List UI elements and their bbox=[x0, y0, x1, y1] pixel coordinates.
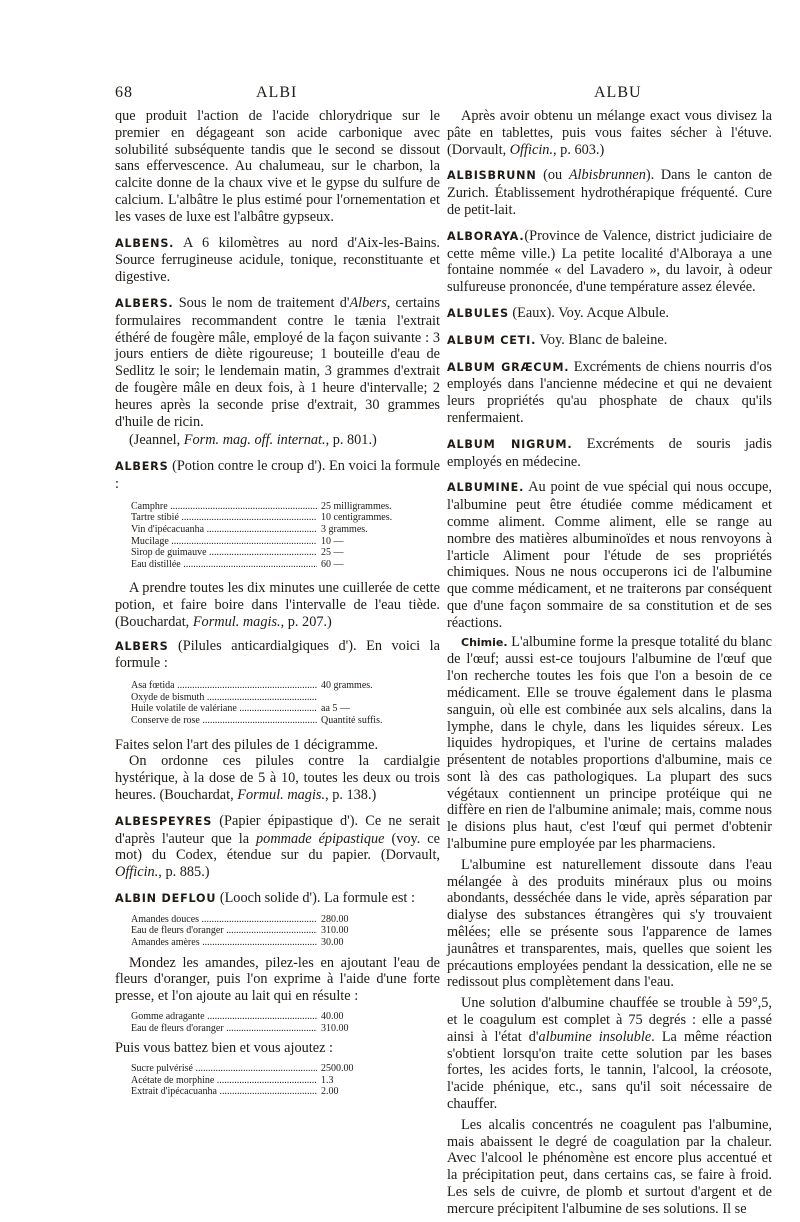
headword: ALBENS. bbox=[115, 236, 175, 250]
ingredient: Camphre ..... bbox=[131, 501, 317, 513]
quantity: 60 — bbox=[321, 558, 344, 570]
left-column bbox=[115, 108, 440, 1108]
ingredient: Eau de fleurs d'oranger ..... bbox=[131, 1023, 317, 1035]
ref-page: , p. 138.) bbox=[325, 787, 377, 804]
entry-albers-pilules bbox=[115, 638, 440, 673]
ref-title: Officin. bbox=[509, 141, 554, 158]
right-column bbox=[447, 108, 772, 1222]
formula-row bbox=[131, 559, 411, 571]
headword: ALBUM CETI. bbox=[447, 333, 537, 347]
ref-author: (Jeannel, bbox=[129, 432, 184, 449]
entry-albers-traitement bbox=[115, 295, 440, 430]
text: On ordonne ces pilules contre la cardialgie hystérique, à la dose de 5 à 10, toutes les deux ou trois heures. (Bouchardat, bbox=[115, 753, 440, 804]
ingredient: Extrait d'ipécacuanha ..... bbox=[131, 1086, 317, 1098]
italic-text: pommade épipastique bbox=[256, 830, 385, 847]
quantity: 25 — bbox=[321, 547, 344, 559]
quantity: 3 grammes. bbox=[321, 523, 368, 535]
formula-row bbox=[131, 692, 411, 704]
text: Une solution d'albumine chauffée se trouble à 59°,5, et le coagulum est complet à 75 degrés : elle a passé ainsi à l'état d' bbox=[447, 995, 772, 1045]
formula-row bbox=[131, 524, 411, 536]
ingredient: Asa fœtida ..... bbox=[131, 680, 317, 692]
entry-text: A 6 kilomètres au nord d'Aix-les-Bains. Source ferrugineuse acidule, tonique, reconstituante et digestive. bbox=[115, 234, 440, 286]
entry-text: Excréments de souris jadis employés en médecine. bbox=[447, 435, 772, 470]
ingredient: Oxyde de bismuth ..... bbox=[131, 692, 317, 704]
ref-page: , p. 207.) bbox=[280, 613, 332, 630]
headword: ALBERS bbox=[115, 460, 169, 474]
headword: ALBERS bbox=[115, 639, 169, 653]
headword: ALBIN DEFLOU bbox=[115, 892, 217, 906]
entry-text: Au point de vue spécial qui nous occupe, l'albumine peut être étudiée comme médicament et comme aliment. Comme aliment, elle se range au nombre des matières albuminoïdes et nous renvoyons à l'article Aliment pour l'étude de ses propriétés chimiques. Nous ne nous occuperons ici de l'albumine que comme médicament, et ne traiterons par conséquent que d'une façon sommaire de sa constitution et de ses réactions. bbox=[447, 479, 772, 631]
italic-text: Albisbrunnen bbox=[568, 167, 646, 184]
entry-text: (voy. ce mot) du Codex, étendue sur du papier. (Dorvault, bbox=[115, 830, 440, 864]
entry-text: Excréments de chiens nourris d'os employés dans l'ancienne médecine et qui ne devaient leurs propriétés qu'au phosphate de chaux qu'ils renfermaient. bbox=[447, 358, 772, 426]
paragraph bbox=[447, 995, 772, 1113]
ingredient: Conserve de rose ..... bbox=[131, 715, 317, 727]
instructions: Faites selon l'art des pilules de 1 décigramme. bbox=[115, 736, 379, 753]
entry-text: (Eaux). Voy. Acque Albule. bbox=[512, 304, 669, 321]
quantity: 310.00 bbox=[321, 1022, 349, 1034]
ingredient: Mucilage ..... bbox=[131, 536, 317, 548]
ingredient: Gomme adragante ..... bbox=[131, 1011, 317, 1023]
entry-text: Voy. Blanc de baleine. bbox=[539, 331, 668, 348]
formula-row bbox=[131, 937, 411, 949]
entry-text: , certains formulaires recommandent contre le tænia l'extrait éthéré de fougère mâle, employé de la façon suivante : 3 jours entiers de diète rigoureuse; 1 bouteille d'eau de Sedlitz le soir; le lendemain matin, 3 grammes d'extrait de fougère mâle en deux fois, à 1 heure d'intervalle; 2 heures après la seconde prise d'extrait, 30 grammes d'huile de ricin. bbox=[115, 294, 441, 430]
instructions bbox=[115, 580, 440, 630]
formula-potion bbox=[131, 501, 411, 571]
header-right-word: ALBU bbox=[594, 84, 642, 101]
ref-title: Officin. bbox=[115, 864, 159, 881]
ingredient: Eau de fleurs d'oranger ..... bbox=[131, 925, 317, 937]
formula-row bbox=[131, 703, 411, 715]
instructions: Puis vous battez bien et vous ajoutez : bbox=[115, 1040, 333, 1057]
quantity: 2.00 bbox=[321, 1086, 339, 1098]
entry-albespeyres bbox=[115, 813, 440, 881]
ingredient: Eau distillée ..... bbox=[131, 559, 317, 571]
ingredient: Vin d'ipécacuanha ..... bbox=[131, 524, 317, 536]
entry-text: ). Dans le canton de Zurich. Établissement hydrothérapique fréquenté. Cure de petit-lait. bbox=[447, 167, 772, 218]
formula-row bbox=[131, 501, 411, 513]
entry-album-graecum bbox=[447, 359, 772, 427]
headword: ALBERS. bbox=[115, 296, 174, 310]
entry-text: (Pilules anticardialgiques d'). En voici la formule : bbox=[115, 637, 440, 672]
section-chimie bbox=[447, 634, 772, 853]
italic-text: Albers bbox=[349, 294, 387, 311]
formula-row bbox=[131, 715, 411, 727]
formula-looch-1 bbox=[131, 914, 411, 949]
headword: ALBISBRUNN bbox=[447, 169, 537, 183]
quantity: 40.00 bbox=[321, 1011, 344, 1022]
quantity: aa 5 — bbox=[321, 703, 350, 715]
quantity: 1.3 bbox=[321, 1074, 334, 1086]
formula-row bbox=[131, 680, 411, 692]
quantity: 25 milligrammes. bbox=[321, 500, 392, 512]
quantity: Quantité suffis. bbox=[321, 715, 383, 727]
formula-row bbox=[131, 547, 411, 559]
quantity: 10 — bbox=[321, 535, 344, 547]
entry-albisbrunn bbox=[447, 167, 772, 218]
section-text: L'albumine forme la presque totalité du blanc de l'œuf; aussi est-ce toujours l'albumine de l'œuf que l'on recherche toutes les fois que l'on a besoin de ce médicament. Elle se trouve également dans le plasma sanguin, où elle est combinée aux sels alcalins, dans la lymphe, dans le chyle, dans les liquides séreux. Les liquides hydropiques, et l'urine de certains malades présentent de notables proportions d'albumine, mais ce sont là des cas pathologiques. La plupart des sucs végétaux contiennent un principe protéique qui ne diffère en rien de l'albumine animale; mais, comme nous le disions plus haut, c'est l'œuf qui permet d'obtenir l'albumine pure employée par les pharmaciens. bbox=[447, 633, 772, 853]
entry-albin-deflou bbox=[115, 890, 440, 908]
quantity: 30.00 bbox=[321, 937, 344, 949]
headword: ALBUM GRÆCUM. bbox=[447, 360, 570, 374]
ref-page: , p. 801.) bbox=[325, 432, 377, 449]
quantity: 310.00 bbox=[321, 925, 349, 937]
instructions bbox=[115, 753, 440, 803]
entry-albumine bbox=[447, 479, 772, 631]
quantity: 10 centigrammes. bbox=[321, 512, 393, 524]
entry-text: (ou bbox=[536, 167, 569, 184]
text: Après avoir obtenu un mélange exact vous divisez la pâte en tablettes, puis vous faites sécher à l'étuve. (Dorvault, bbox=[447, 108, 772, 158]
ingredient: Sirop de guimauve ..... bbox=[131, 547, 317, 559]
ref-page: , p. 603.) bbox=[553, 141, 605, 158]
formula-row bbox=[131, 1063, 411, 1075]
entry-albules bbox=[447, 305, 772, 323]
page-number: 68 bbox=[115, 84, 133, 101]
formula-row bbox=[131, 914, 411, 926]
entry-albens bbox=[115, 235, 440, 286]
ingredient: Huile volatile de valériane ..... bbox=[131, 703, 317, 715]
running-header bbox=[0, 84, 800, 106]
ingredient: Sucre pulvérisé ..... bbox=[131, 1063, 317, 1075]
entry-text: (Looch solide d'). La formule est : bbox=[219, 890, 415, 907]
formula-row bbox=[131, 925, 411, 937]
entry-albers-potion bbox=[115, 458, 440, 493]
ingredient: Amandes amères ..... bbox=[131, 937, 317, 949]
italic-text: albumine insoluble bbox=[538, 1028, 652, 1045]
header-left-word: ALBI bbox=[256, 84, 298, 101]
formula-row bbox=[131, 1075, 411, 1087]
instructions: Mondez les amandes, pilez-les en ajoutant l'eau de fleurs d'oranger, puis l'on exprime à l'aide d'une forte presse, et l'on ajoute au lait qui en résulte : bbox=[115, 954, 440, 1005]
quantity: 2500.00 bbox=[321, 1062, 354, 1074]
paragraph-continuation: que produit l'action de l'acide chlorydrique sur le premier en dégageant son acide carbonique avec solubilité subséquente tandis que le second se dissout sans effervescence. Au chalumeau, sur le charbon, la calcite donne de la chaux vive et le gypse du sulfure de calcium. L'albâtre le plus estimé pour l'ornementation et les vases de luxe est l'albâtre gypseux. bbox=[115, 108, 440, 225]
quantity: 280.00 bbox=[321, 913, 349, 925]
formula-looch-3 bbox=[131, 1063, 411, 1098]
ref-page: , p. 885.) bbox=[158, 864, 210, 881]
entry-text: (Papier épipastique d'). Ce ne serait d'après l'auteur que la bbox=[115, 812, 440, 847]
text: . La même réaction s'obtient lorsqu'on traite cette solution par les bases fortes, les acides forts, le tannin, l'alcool, la créosote, l'acide phénique, etc., sans qu'il soit nécessaire de chauffer. bbox=[447, 1028, 772, 1113]
subheading: Chimie. bbox=[461, 635, 508, 649]
entry-album-ceti bbox=[447, 332, 772, 350]
formula-row bbox=[131, 512, 411, 524]
ingredient: Tartre stibié ..... bbox=[131, 512, 317, 524]
text: A prendre toutes les dix minutes une cuillerée de cette potion, et faire boire dans l'intervalle de l'eau tiède. (Bouchardat, bbox=[115, 580, 440, 630]
paragraph: Les alcalis concentrés ne coagulent pas l'albumine, mais abaissent le degré de coagulation par la chaleur. Avec l'alcool le phénomène est encore plus accentué et la précipitation peut, dans certains cas, se faire à froid. Les sels de cuivre, de plomb et surtout d'argent et de mercure précipitent l'albumine de ses solutions. Il se bbox=[447, 1116, 772, 1217]
quantity: 40 grammes. bbox=[321, 680, 373, 692]
paragraph: L'albumine est naturellement dissoute dans l'eau mélangée à des produits minéraux plus ou moins abondants, desséchée dans le vide, après séparation par dialyse des substances étrangères qui s'y trouvaient mêlées; elle se présente sous l'apparence de lames jaunâtres et transparentes, mais, quelles que soient les précautions employées pendant la dessication, elle ne se redissout plus complètement dans l'eau. bbox=[447, 856, 772, 991]
formula-pilules bbox=[131, 680, 411, 726]
ref-title: Form. mag. off. internat. bbox=[183, 432, 326, 449]
entry-text: (Province de Valence, district judiciaire de cette même ville.) La petite localité d'Alboraya a une fontaine nommée « del Lavadero », du lavoir, à odeur sulfureuse prononcée, d'une température assez élevée. bbox=[447, 227, 772, 296]
entry-alboraya bbox=[447, 228, 772, 296]
formula-row bbox=[131, 1086, 411, 1098]
ingredient: Amandes douces ..... bbox=[131, 914, 317, 926]
formula-row bbox=[131, 1023, 411, 1035]
headword: ALBULES bbox=[447, 306, 509, 320]
formula-looch-2 bbox=[131, 1011, 411, 1034]
ingredient: Acétate de morphine ..... bbox=[131, 1075, 317, 1087]
paragraph-continuation bbox=[447, 108, 772, 158]
formula-row bbox=[131, 536, 411, 548]
formula-row bbox=[131, 1011, 411, 1023]
headword: ALBORAYA. bbox=[447, 229, 525, 243]
entry-text: (Potion contre le croup d'). En voici la formule : bbox=[115, 458, 440, 492]
entry-album-nigrum bbox=[447, 436, 772, 471]
ref-title: Formul. magis. bbox=[237, 787, 326, 804]
ref-title: Formul. magis. bbox=[192, 613, 281, 630]
headword: ALBUMINE. bbox=[447, 481, 525, 495]
entry-text: Sous le nom de traitement d' bbox=[178, 294, 350, 311]
reference bbox=[115, 432, 440, 449]
headword: ALBUM NIGRUM. bbox=[447, 437, 573, 451]
headword: ALBESPEYRES bbox=[115, 814, 213, 828]
